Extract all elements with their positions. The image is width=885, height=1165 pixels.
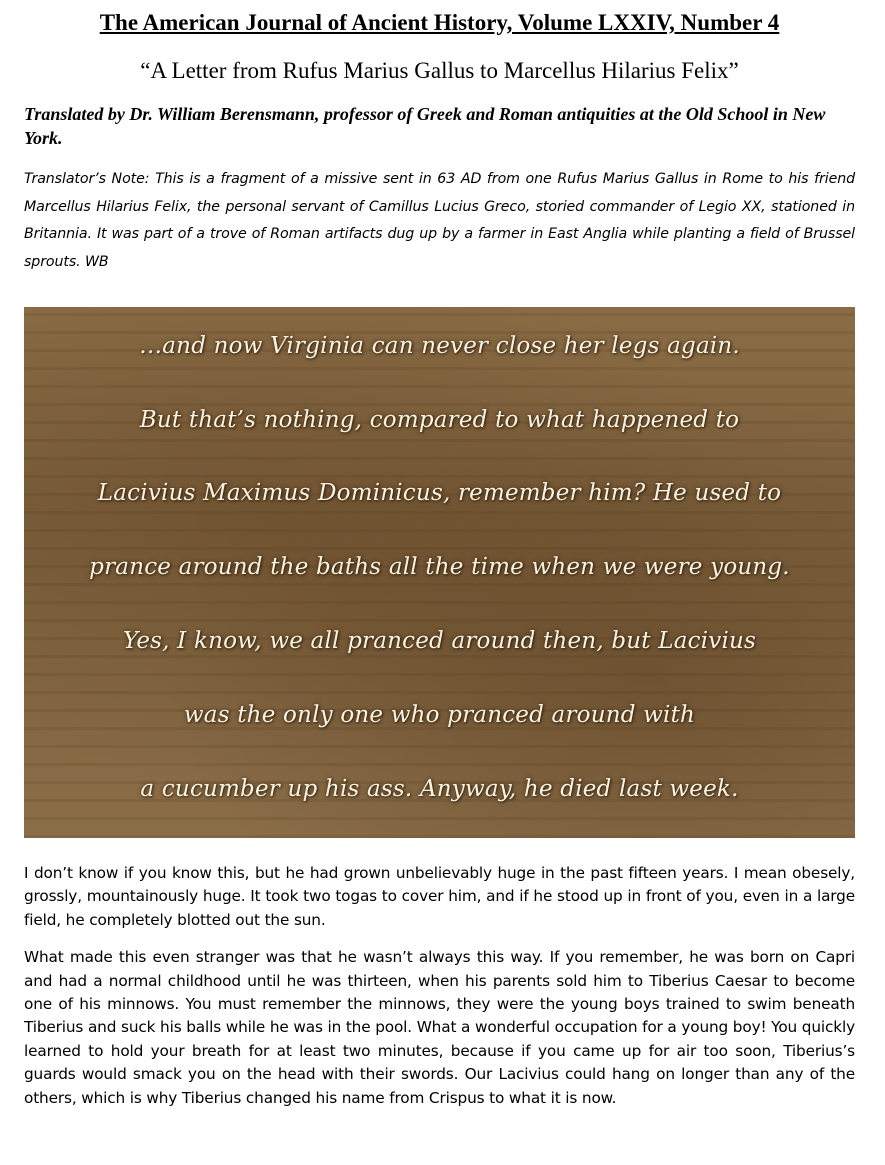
- manuscript-line: Lacivius Maximus Dominicus, remember him? He used to: [97, 480, 782, 506]
- journal-title: The American Journal of Ancient History, Volume LXXIV, Number 4: [99, 10, 780, 35]
- translator-note: Translator’s Note: This is a fragment of a missive sent in 63 AD from one Rufus Marius Gallus in Rome to his friend Marcellus Hilarius Felix, the personal servant of Camillus Lucius Greco, storied commander of Legio XX, stationed in Britannia. It was part of a trove of Roman artifacts dug up by a farmer in East Anglia while planting a field of Brussel sprouts. WB: [24, 171, 855, 270]
- manuscript-line: a cucumber up his ass. Anyway, he died last week.: [140, 776, 739, 802]
- translator-credit: Translated by Dr. William Berensmann, professor of Greek and Roman antiquities at the Old School in New York.: [24, 104, 826, 148]
- body-paragraph: What made this even stranger was that he wasn’t always this way. If you remember, he was born on Capri and had a normal childhood until he was thirteen, when his parents sold him to Tiberius Caesar to become one of his minnows. You must remember the minnows, they were the young boys trained to swim beneath Tiberius and suck his balls while he was in the pool. What a wonderful occupation for a young boy! You quickly learned to hold your breath for at least two minutes, because if you came up for air too soon, Tiberius’s guards would smack you on the head with their swords. Our Lacivius could hang on longer than any of the others, which is why Tiberius changed his name from Crispus to what it is now.: [24, 948, 855, 1107]
- manuscript-line: prance around the baths all the time when we were young.: [89, 554, 790, 580]
- manuscript-line: But that’s nothing, compared to what happened to: [139, 407, 740, 433]
- manuscript-line: Yes, I know, we all pranced around then, but Lacivius: [122, 628, 757, 654]
- letter-title: “A Letter from Rufus Marius Gallus to Marcellus Hilarius Felix”: [140, 58, 739, 83]
- manuscript-image: [24, 307, 855, 838]
- manuscript-line: was the only one who pranced around with: [183, 702, 696, 728]
- manuscript-line: …and now Virginia can never close her legs again.: [139, 333, 740, 359]
- body-paragraph: I don’t know if you know this, but he had grown unbelievably huge in the past fifteen years. I mean obesely, grossly, mountainously huge. It took two togas to cover him, and if he stood up in front of you, even in a large field, he completely blotted out the sun.: [24, 864, 855, 929]
- letter-body: [24, 862, 855, 1124]
- document-header: [24, 0, 855, 276]
